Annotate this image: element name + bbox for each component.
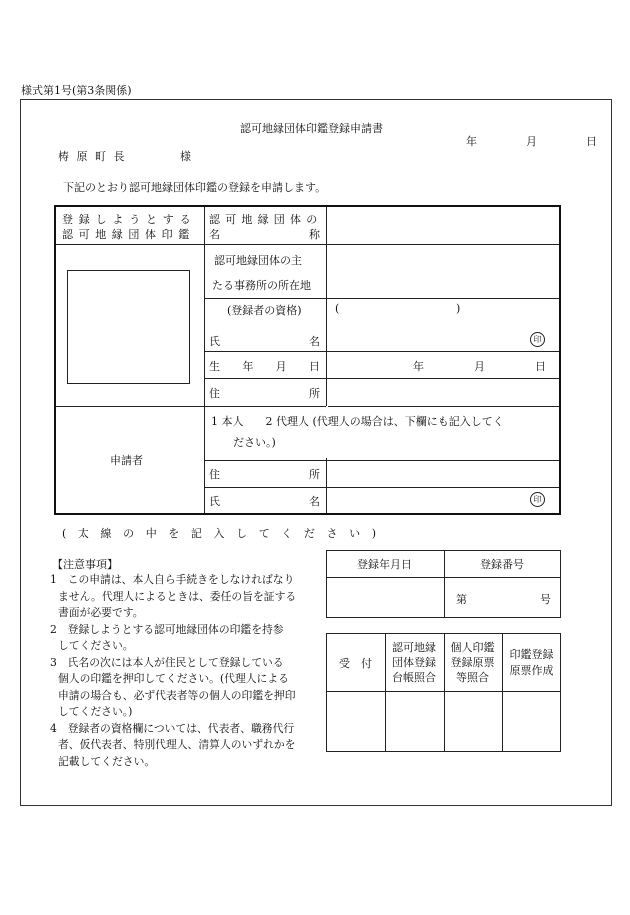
divider xyxy=(326,207,327,513)
divider xyxy=(204,378,559,379)
applicant-seal-stamp-icon: 印 xyxy=(530,492,545,507)
note-item: 1 この申請は、本人自ら手続きをしなければなり ません。代理人によるときは、委任の旨を証する 書面が必要です。 xyxy=(50,573,297,619)
seal-label-line2: 認可地縁団体印鑑 xyxy=(62,228,195,241)
birthdate-label: 生 年 月 日 xyxy=(209,360,320,373)
registrant-qualification-label: (登録者の資格) xyxy=(227,304,302,317)
date-year-label: 年 xyxy=(466,135,477,148)
birth-year-label: 年 xyxy=(413,360,424,373)
reception-header: 受 付 xyxy=(339,656,372,670)
group-name-label-line2: 名 称 xyxy=(209,228,320,241)
divider xyxy=(204,487,559,488)
note-item: 3 氏名の次には本人が住民として登録している 個人の印鑑を押印してください。(代理人による 申請の場合も、必ず代表者等の個人の印鑑を押印 してください。) xyxy=(50,655,296,718)
applicant-label: 申請者 xyxy=(110,454,143,467)
registration-number-header: 登録番号 xyxy=(480,558,524,571)
footer-note: (太線の中を記入してください) xyxy=(62,527,388,540)
addressee-honorific: 様 xyxy=(180,150,191,163)
qualification-close-paren: ) xyxy=(456,302,461,315)
date-day-label: 日 xyxy=(586,135,597,148)
registration-number-prefix: 第 xyxy=(456,593,467,606)
ledger-check-header: 認可地縁 団体登録 台帳照合 xyxy=(392,641,436,684)
registration-date-header: 登録年月日 xyxy=(357,558,412,571)
group-name-label-line1: 認可地縁団体の xyxy=(209,213,323,226)
seal-stamp-icon: 印 xyxy=(530,332,545,347)
registrant-address-label: 住 所 xyxy=(209,387,320,400)
birth-day-label: 日 xyxy=(535,360,546,373)
form-reference: 様式第1号(第3条関係) xyxy=(21,84,132,97)
intro-text: 下記のとおり認可地縁団体印鑑の登録を申請します。 xyxy=(63,181,327,194)
birth-month-label: 月 xyxy=(474,360,485,373)
seal-record-creation-header: 印鑑登録 原票作成 xyxy=(509,647,554,677)
office-label-line2: たる事務所の所在地 xyxy=(212,279,311,292)
divider xyxy=(204,207,205,513)
note-item: 2 登録しようとする認可地縁団体の印鑑を持参 してください。 xyxy=(50,622,284,652)
date-month-label: 月 xyxy=(526,135,537,148)
applicant-address-label: 住 所 xyxy=(209,468,320,481)
divider xyxy=(204,298,559,299)
divider xyxy=(204,460,559,461)
notes-list xyxy=(50,572,296,770)
seal-label-line1: 登録しようとする xyxy=(62,213,197,226)
seal-impression-box xyxy=(67,270,190,384)
divider xyxy=(204,244,559,245)
registration-number-suffix: 号 xyxy=(540,593,551,606)
qualification-open-paren: ( xyxy=(335,302,340,315)
registrant-name-label: 氏 名 xyxy=(209,335,320,348)
applicant-name-label: 氏 名 xyxy=(209,495,320,508)
applicant-option-line2: ださい。) xyxy=(233,436,276,449)
notes-heading: 【注意事項】 xyxy=(52,558,118,571)
note-item: 4 登録者の資格欄については、代表者、職務代行 者、仮代表者、特別代理人、清算人のいずれかを 記載してください。 xyxy=(50,721,296,768)
personal-seal-check-header: 個人印鑑 登録原票 等照合 xyxy=(450,641,495,684)
office-label-line1: 認可地縁団体の主 xyxy=(214,254,302,267)
divider xyxy=(204,351,559,352)
divider xyxy=(56,406,559,407)
form-title: 認可地縁団体印鑑登録申請書 xyxy=(240,122,383,135)
divider xyxy=(56,244,204,245)
addressee-name: 梼 原 町 長 xyxy=(58,150,127,163)
applicant-option-line1: 1 本人 2 代理人 (代理人の場合は、下欄にも記入してく xyxy=(211,415,504,428)
